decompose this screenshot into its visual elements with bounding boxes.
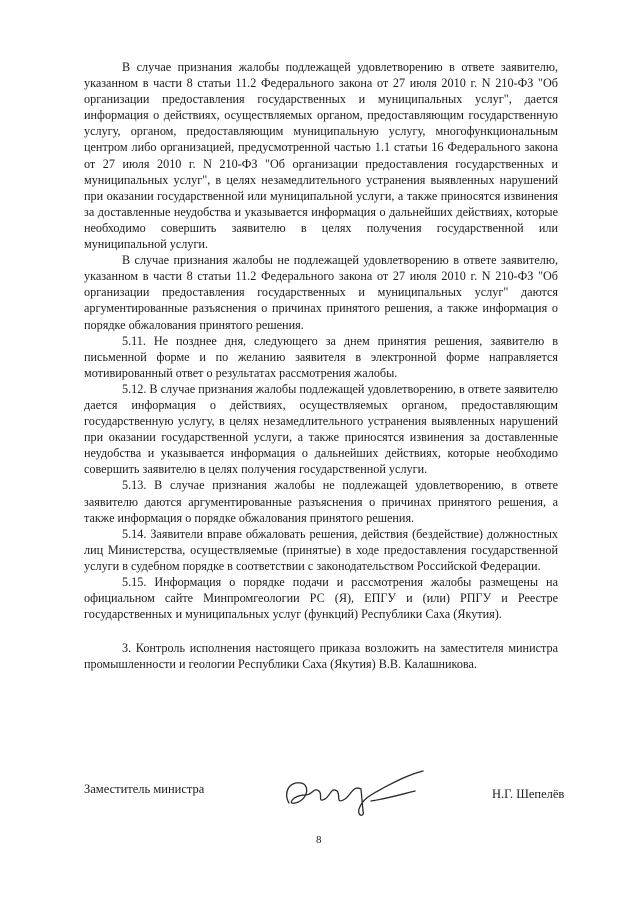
- document-body: [84, 59, 558, 672]
- paragraph-5-14: 5.14. Заявители вправе обжаловать решения, действия (бездействие) должностных лиц Министерства, осуществляемые (принятые) в ходе предоставления государственной услуги в судебном порядке в соответствии с законодательством Российской Федерации.: [84, 526, 558, 573]
- signatory-title: Заместитель министра: [84, 782, 205, 796]
- paragraph-complaint-satisfied: В случае признания жалобы подлежащей удовлетворению в ответе заявителю, указанном в части 8 статьи 11.2 Федерального закона от 27 июля 2010 г. N 210-ФЗ "Об организации предоставления государственных и муниципальных услуг", дается информация о действиях, осуществляемых органом, предоставляющим государственную услугу, органом, предоставляющим муниципальную услугу, многофункциональным центром либо организацией, предусмотренной частью 1.1 статьи 16 Федерального закона от 27 июля 2010 г. N 210-ФЗ "Об организации предоставления государственных и муниципальных услуг", в целях незамедлительного устранения выявленных нарушений при оказании государственной или муниципальной услуги, а также приносятся извинения за доставленные неудобства и указывается информация о дальнейших действиях, которые необходимо совершить заявителю в целях получения государственной или муниципальной услуги.: [84, 60, 558, 252]
- paragraph-5-11: 5.11. Не позднее дня, следующего за днем принятия решения, заявителю в письменной форме и по желанию заявителя в электронной форме направляется мотивированный ответ о результатах рассмотрения жалобы.: [84, 333, 558, 380]
- paragraph-complaint-rejected: В случае признания жалобы не подлежащей удовлетворению в ответе заявителю, указанном в части 8 статьи 11.2 Федерального закона от 27 июля 2010 г. N 210-ФЗ "Об организации предоставления государственных и муниципальных услуг" даются аргументированные разъяснения о причинах принятого решения, а также информация о порядке обжалования принятого решения.: [84, 253, 558, 332]
- paragraph-5-15: 5.15. Информация о порядке подачи и рассмотрения жалобы размещены на официальном сайте Минпромгеологии РС (Я), ЕПГУ и (или) РПГУ и Реестре государственных и муниципальных услуг (функций) Республики Саха (Якутия).: [84, 575, 558, 622]
- signatory-name: Н.Г. Шепелёв: [492, 787, 565, 801]
- paragraph-5-12: 5.12. В случае признания жалобы подлежащей удовлетворению, в ответе заявителю дается информация о действиях, осуществляемых органом, предоставляющим государственную услугу, в целях незамедлительного устранения выявленных нарушений при оказании государственной услуги, а также приносятся извинения за доставленные неудобства и указывается информация о дальнейших действиях, которые необходимо совершить заявителю в целях получения государственной услуги.: [84, 381, 558, 477]
- paragraph-5-13: 5.13. В случае признания жалобы не подлежащей удовлетворению, в ответе заявителю даются аргументированные разъяснения о причинах принятого решения, а также информация о порядке обжалования принятого решения.: [84, 478, 558, 525]
- handwritten-signature: [275, 765, 435, 825]
- paragraph-3-control: 3. Контроль исполнения настоящего приказа возложить на заместителя министра промышленности и геологии Республики Саха (Якутия) В.В. Калашникова.: [84, 641, 558, 672]
- page-number: 8: [316, 834, 322, 846]
